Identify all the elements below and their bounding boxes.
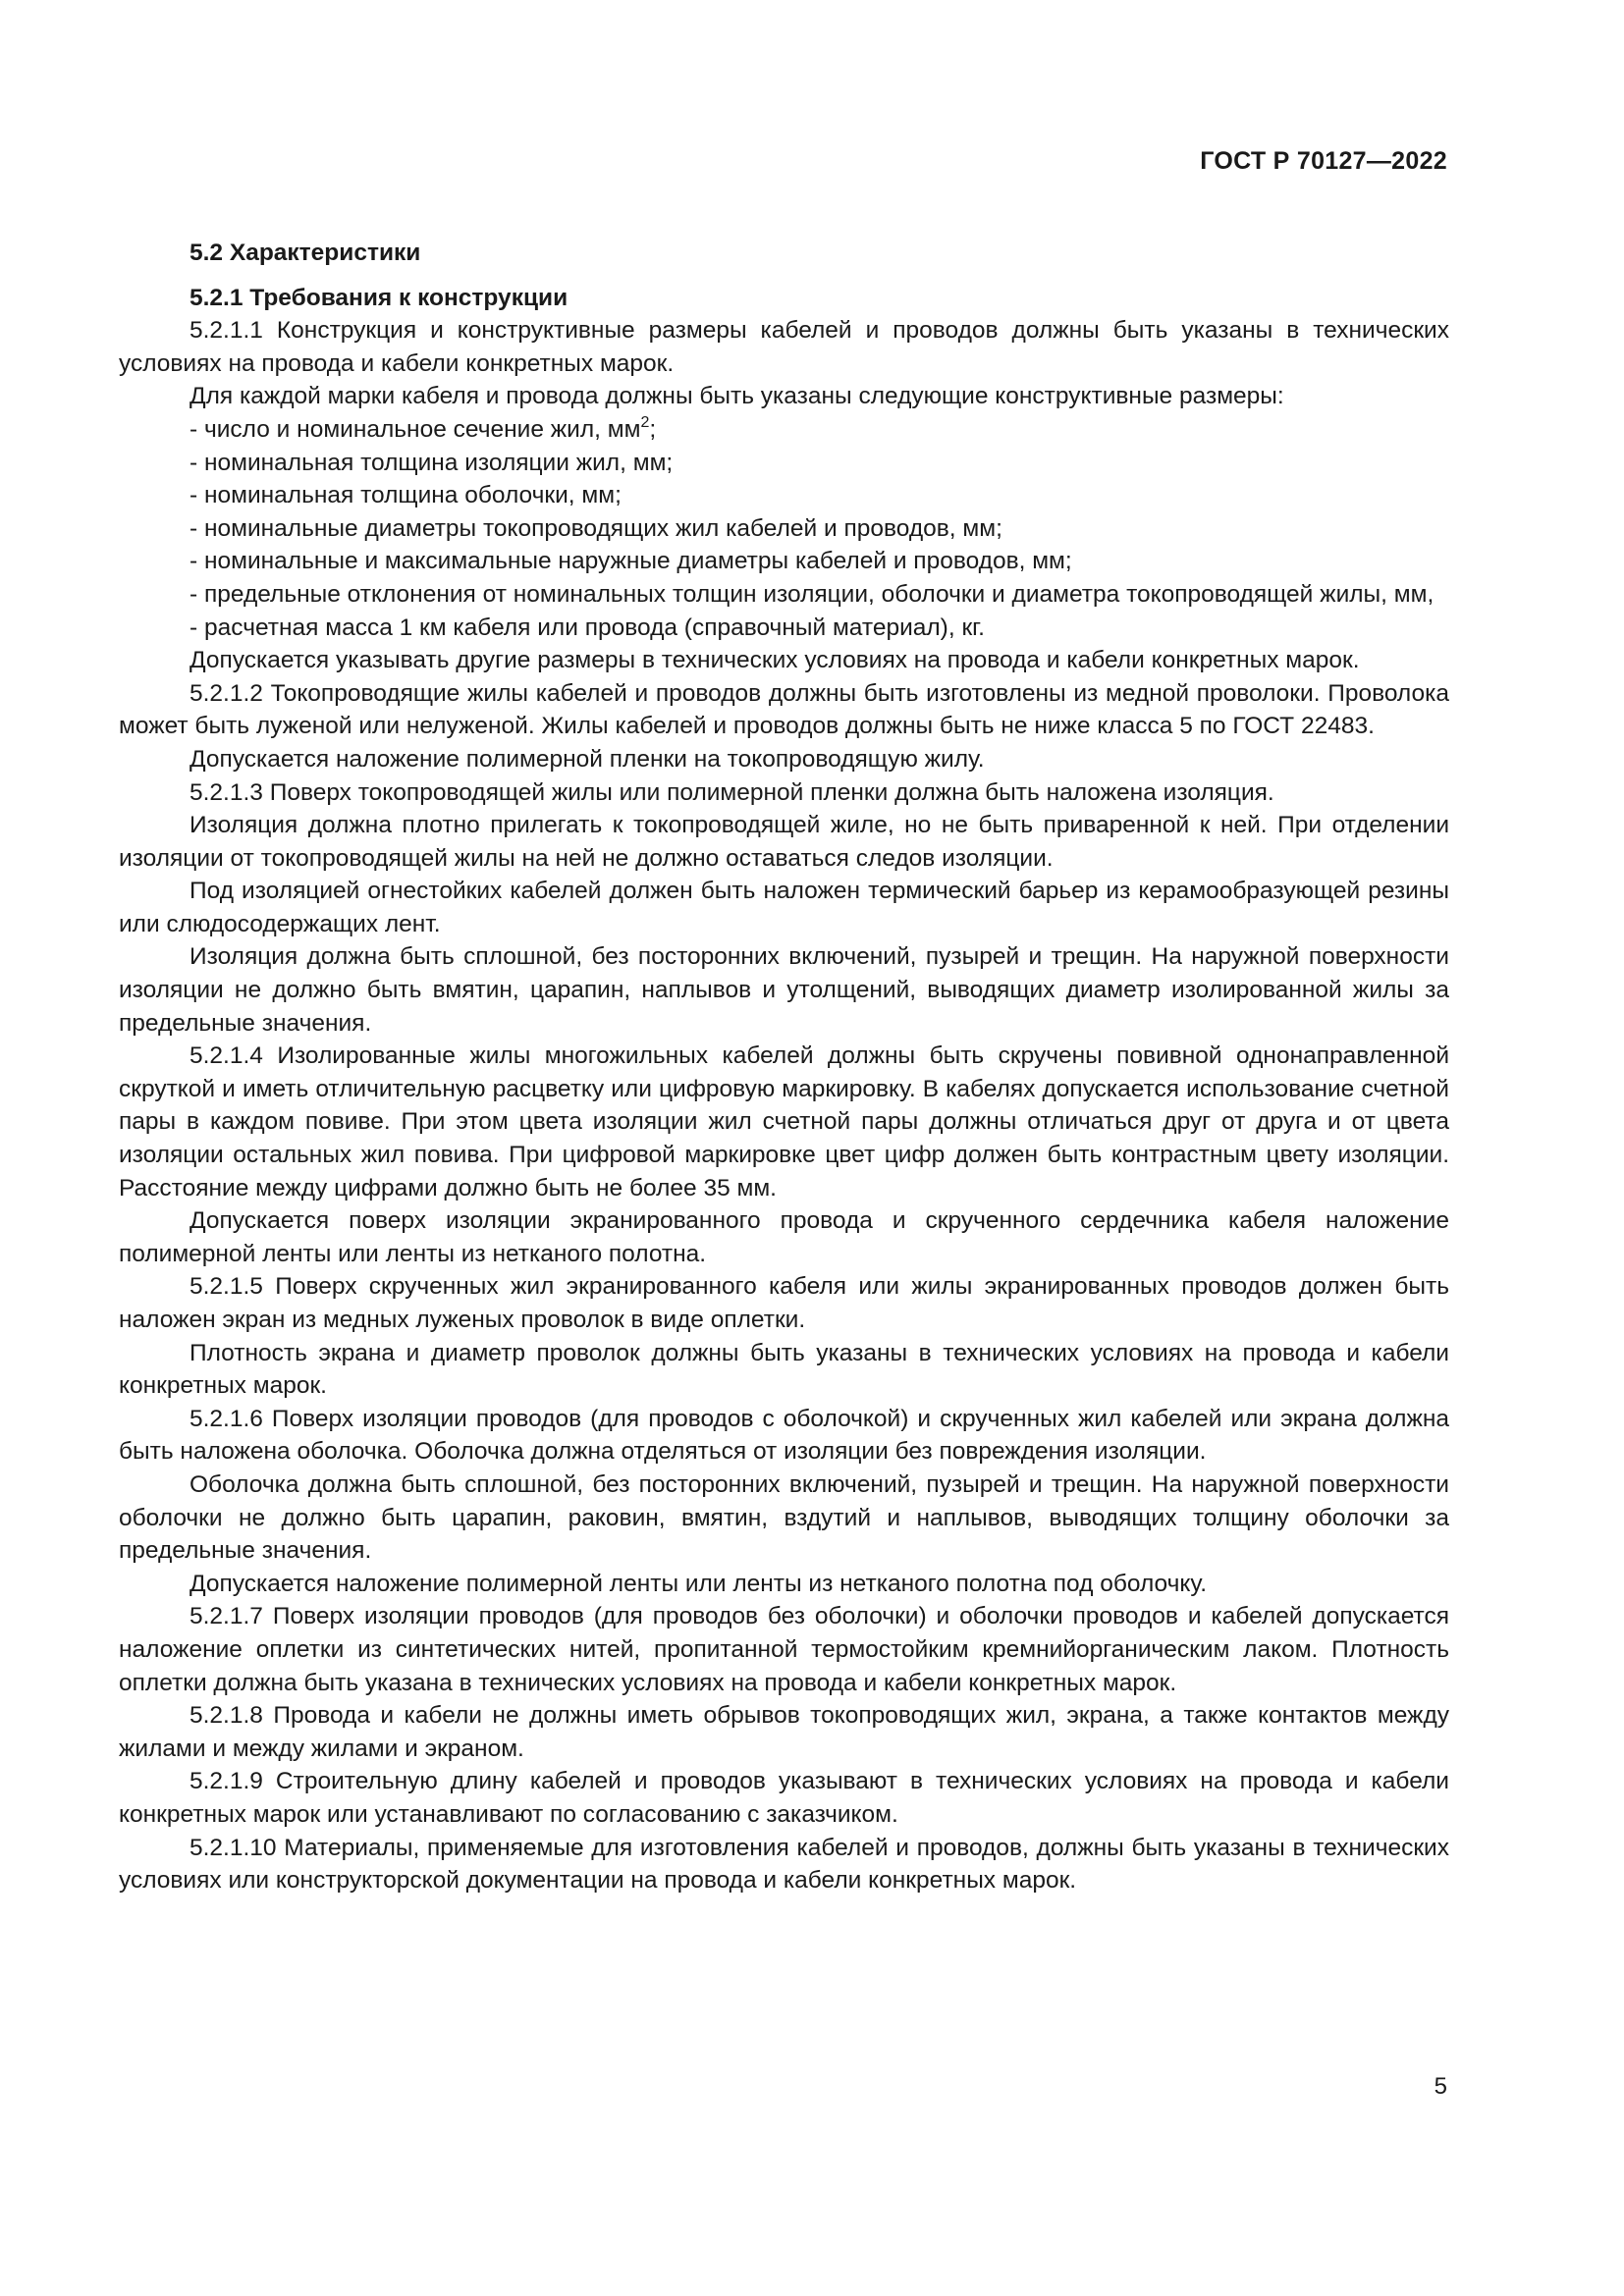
paragraph-5-2-1-2: 5.2.1.2 Токопроводящие жилы кабелей и проводов должны быть изготовлены из медной проволоки. Проволока может быть луженой или нелуженой. Жилы кабелей и проводов должны быть не ниже класса 5 по ГОСТ 22483. (119, 679, 1449, 740)
paragraph-5-2-1-3: 5.2.1.3 Поверх токопроводящей жилы или полимерной пленки должна быть наложена изоляция. (189, 778, 1274, 806)
paragraph-5-2-1-8: 5.2.1.8 Провода и кабели не должны иметь обрывов токопроводящих жил, экрана, а также контактов между жилами и между жилами и экраном. (119, 1702, 1449, 1762)
paragraph-5-2-1-10: 5.2.1.10 Материалы, применяемые для изготовления кабелей и проводов, должны быть указаны в технических условиях или конструкторской документации на провода и кабели конкретных марок. (119, 1834, 1449, 1895)
paragraph: Допускается указывать другие размеры в технических условиях на провода и кабели конкретных марок. (189, 647, 1360, 674)
paragraph: Для каждой марки кабеля и провода должны быть указаны следующие конструктивные размеры: (189, 383, 1284, 410)
paragraph-5-2-1-5: 5.2.1.5 Поверх скрученных жил экранированного кабеля или жилы экранированных проводов должен быть наложен экран из медных луженых проволок в виде оплетки. (119, 1273, 1449, 1333)
paragraph-5-2-1-9: 5.2.1.9 Строительную длину кабелей и проводов указывают в технических условиях на провода и кабели конкретных марок или устанавливают по согласованию с заказчиком. (119, 1768, 1449, 1828)
paragraph: Допускается наложение полимерной пленки на токопроводящую жилу. (189, 745, 985, 773)
paragraph-5-2-1-6: 5.2.1.6 Поверх изоляции проводов (для проводов с оболочкой) и скрученных жил кабелей или экрана должна быть наложена оболочка. Оболочка должна отделяться от изоляции без повреждения изоляции. (119, 1405, 1449, 1466)
document-body (119, 218, 1449, 1897)
list-item-end: ; (649, 415, 657, 443)
list-item: - номинальные диаметры токопроводящих жил кабелей и проводов, мм; (189, 514, 1002, 542)
subsection-heading: 5.2.1 Требования к конструкции (189, 284, 568, 311)
paragraph: Изоляция должна плотно прилегать к токопроводящей жиле, но не быть приваренной к ней. При отделении изоляции от токопроводящей жилы на ней не должно оставаться следов изоляции. (119, 812, 1449, 872)
list-item: - предельные отклонения от номинальных толщин изоляции, оболочки и диаметра токопроводящей жилы, мм, (189, 580, 1435, 608)
document-code: ГОСТ Р 70127—2022 (1200, 147, 1447, 175)
paragraph: Под изоляцией огнестойких кабелей должен быть наложен термический барьер из керамообразующей резины или слюдосодержащих лент. (119, 878, 1449, 937)
paragraph: Допускается поверх изоляции экранированного провода и скрученного сердечника кабеля наложение полимерной ленты или ленты из нетканого полотна. (119, 1207, 1449, 1267)
list-item: - номинальные и максимальные наружные диаметры кабелей и проводов, мм; (189, 548, 1072, 575)
paragraph-5-2-1-1: 5.2.1.1 Конструкция и конструктивные размеры кабелей и проводов должны быть указаны в технических условиях на провода и кабели конкретных марок. (119, 317, 1449, 377)
superscript: 2 (640, 413, 650, 431)
list-item-text: - число и номинальное сечение жил, мм (189, 415, 641, 443)
page-number: 5 (1434, 2073, 1447, 2100)
section-heading: 5.2 Характеристики (189, 240, 421, 266)
paragraph-5-2-1-7: 5.2.1.7 Поверх изоляции проводов (для проводов без оболочки) и оболочки проводов и кабелей допускается наложение оплетки из синтетических нитей, пропитанной термостойким кремнийорганическим лаком. Плотность оплетки должна быть указана в технических условиях на провода и кабели конкретных марок. (119, 1603, 1449, 1696)
paragraph: Оболочка должна быть сплошной, без посторонних включений, пузырей и трещин. На наружной поверхности оболочки не должно быть царапин, раковин, вмятин, вздутий и наплывов, выводящих толщину оболочки за предельные значения. (119, 1470, 1449, 1565)
list-item: - расчетная масса 1 км кабеля или провода (справочный материал), кг. (189, 614, 985, 641)
paragraph: Допускается наложение полимерной ленты или ленты из нетканого полотна под оболочку. (189, 1570, 1207, 1597)
paragraph-5-2-1-4: 5.2.1.4 Изолированные жилы многожильных кабелей должны быть скручены повивной однонаправленной скруткой и иметь отличительную расцветку или цифровую маркировку. В кабелях допускается использование счетной пары в каждом повиве. При этом цвета изоляции жил счетной пары должны отличаться друг от друга и от цвета изоляции остальных жил повива. При цифровой маркировке цвет цифр должен быть контрастным цвету изоляции. Расстояние между цифрами должно быть не более 35 мм. (119, 1042, 1449, 1201)
list-item (119, 413, 1449, 447)
list-item: - номинальная толщина оболочки, мм; (189, 482, 622, 509)
paragraph: Изоляция должна быть сплошной, без посторонних включений, пузырей и трещин. На наружной поверхности изоляции не должно быть вмятин, царапин, наплывов и утолщений, выводящих диаметр изолированной жилы за предельные значения. (119, 943, 1449, 1037)
paragraph: Плотность экрана и диаметр проволок должны быть указаны в технических условиях на провода и кабели конкретных марок. (119, 1339, 1449, 1400)
list-item: - номинальная толщина изоляции жил, мм; (189, 449, 674, 476)
